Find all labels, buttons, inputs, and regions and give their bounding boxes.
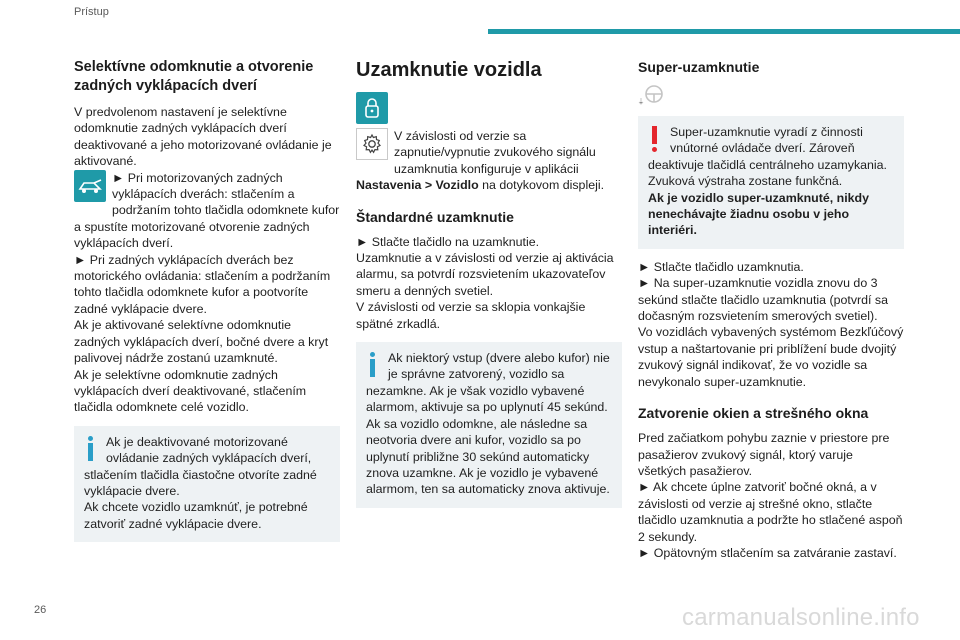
settings-path: Nastavenia > Vozidlo	[356, 178, 479, 193]
paragraph: ► Stlačte tlačidlo na uzamknutie.	[356, 234, 540, 249]
gear-icon	[356, 128, 388, 160]
paragraph: ► Ak chcete úplne zatvoriť bočné okná, a v závislosti od verzie aj strešné okno, stlačte tlačidlo uzamknutia a podržte ho stlačené aspoň 2 sekundy.	[638, 480, 903, 544]
note-text: Ak je deaktivované motorizované ovládanie zadných vyklápacích dverí, stlačením tlačidla čiastočne otvoríte zadné vyklápacie dvere.	[84, 434, 317, 498]
text-run: na dotykovom displeji.	[478, 178, 605, 193]
car-tailgate-icon	[74, 170, 106, 202]
column-super-locking	[638, 58, 904, 561]
paragraph: ► Na super-uzamknutie vozidla znovu do 3 sekúnd stlačte tlačidlo uzamknutia (potvrdí sa dočasným rozsvietením smerových svetiel).	[638, 276, 889, 324]
section-heading: Selektívne odomknutie a otvorenie zadných vyklápacích dverí	[74, 59, 314, 94]
info-icon	[84, 434, 98, 464]
warning-text: Super-uzamknutie vyradí z činnosti vnútorné ovládače dverí. Zároveň deaktivuje tlačidlá centrálneho uzamykania.	[648, 125, 888, 172]
padlock-icon	[356, 92, 388, 124]
warning-text: Zvuková výstraha zostane funkčná.	[648, 174, 843, 189]
info-note	[356, 342, 622, 508]
info-icon	[366, 350, 380, 380]
header-accent-bar	[488, 29, 960, 34]
page-number: 26	[34, 604, 47, 616]
warning-icon	[648, 124, 662, 154]
paragraph: Vo vozidlách vybavených systémom Bezkľúčový vstup a naštartovanie pri priblížení bude dvojitý zvukový signál indikovať, že vo vozidle sa nevykonalo super-uzamknutie.	[638, 325, 904, 389]
paragraph: Ak je selektívne odomknutie zadných vyklápacích dverí deaktivované, stlačením tlačidla odomknete celé vozidlo.	[74, 367, 307, 415]
paragraph: Pred začiatkom pohybu zaznie v priestore pre pasažierov zvukový signál, ktorý varuje všetkých pasažierov.	[638, 431, 890, 478]
column-vehicle-locking	[356, 58, 622, 508]
info-note	[74, 426, 340, 542]
warning-emphasis: Ak je vozidlo super-uzamknuté, nikdy nenechávajte žiadnu osobu v jeho interiéri.	[648, 190, 870, 238]
section-heading: Štandardné uzamknutie	[356, 208, 514, 225]
watermark: carmanualsonline.info	[682, 604, 920, 631]
paragraph: Uzamknutie a v závislosti od verzie aj aktivácia alarmu, sa potvrdí rozsvietením ukazovateľov smeru a denných svetiel.	[356, 251, 614, 298]
paragraph: V predvolenom nastavení je selektívne odomknutie zadných vyklápacích dverí deaktivované a jeho motorizované ovládanie je aktivované.	[74, 105, 332, 169]
paragraph: ► Pri zadných vyklápacích dverách bez motorického ovládania: stlačením a podržaním tohto tlačidla odomknete kufor a pootvoríte zadné vyklápacie dvere.	[74, 252, 331, 316]
warning-text-bold	[648, 190, 894, 239]
steering-wheel-icon	[638, 84, 668, 106]
section-heading: Zatvorenie okien a strešného okna	[638, 405, 869, 422]
column-selective-unlock	[74, 58, 340, 542]
text-run: V závislosti od verzie sa zapnutie/vypnutie zvukového signálu uzamknutia konfiguruje v aplikácii	[394, 129, 596, 176]
paragraph: ► Pri motorizovaných zadných vyklápacích dverách: stlačením a podržaním tohto tlačidla odomknete kufor a spustíte motorizované otvorenie zadných vyklápacích dverí.	[74, 170, 340, 251]
note-text: Ak niektorý vstup (dvere alebo kufor) nie je správne zatvorený, vozidlo sa nezamkne. Ak je však vozidlo vybavené alarmom, aktivuje sa po uplynutí 45 sekúnd. Ak sa vozidlo odomkne, ale následne sa neotvoria dvere ani kufor, vozidlo sa po uplynutí približne 30 sekúnd automaticky znova uzamkne. Ak je vozidlo je vybavené alarmom, ten sa automaticky znova aktivuje.	[366, 351, 610, 497]
section-heading: Super-uzamknutie	[638, 59, 760, 75]
page-title: Uzamknutie vozidla	[356, 59, 542, 81]
warning-note	[638, 116, 904, 249]
paragraph	[356, 128, 622, 194]
paragraph: ► Opätovným stlačením sa zatváranie zastaví.	[638, 545, 897, 560]
paragraph: Ak je aktivované selektívne odomknutie zadných vyklápacích dverí, bočné dvere a kryt palivovej nádrže zostanú uzamknuté.	[74, 318, 329, 366]
paragraph: V závislosti od verzie sa sklopia vonkajšie spätné zrkadlá.	[356, 300, 586, 331]
paragraph: ► Stlačte tlačidlo uzamknutia.	[638, 259, 804, 274]
note-text: Ak chcete vozidlo uzamknúť, je potrebné zatvoriť zadné vyklápacie dvere.	[84, 500, 308, 531]
header-section-title: Prístup	[74, 6, 109, 18]
